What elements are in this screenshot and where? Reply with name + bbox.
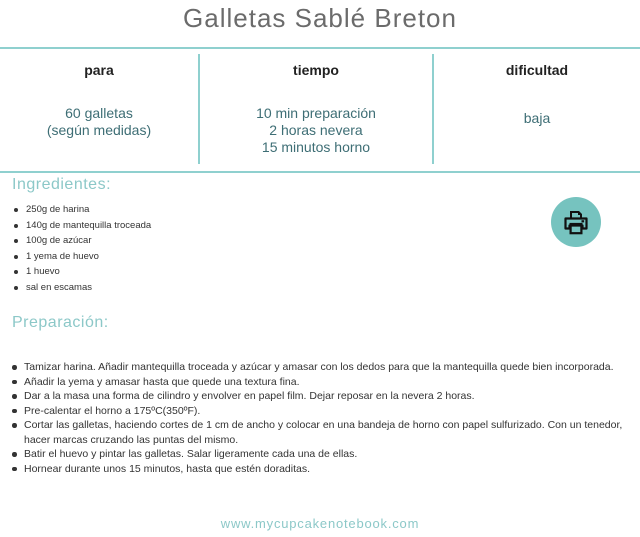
recipe-title: Galletas Sablé Breton [183, 3, 457, 33]
website-link[interactable]: www.mycupcakenotebook.com [220, 516, 420, 531]
ingredient-item: 1 huevo [12, 264, 412, 280]
ingredients-title: Ingredientes: [12, 176, 112, 193]
servings-label: para [84, 62, 114, 78]
preparation-step: Tamizar harina. Añadir mantequilla troceada y azúcar y amasar con los dedos para que la mantequilla quede bien incorporada. [12, 360, 624, 375]
servings-column [0, 49, 198, 171]
time-label: tiempo [293, 62, 339, 78]
time-column [200, 49, 432, 171]
print-button[interactable] [551, 197, 601, 247]
difficulty-label: dificultad [505, 62, 569, 78]
time-line: 10 min preparación [256, 105, 376, 121]
ingredient-item: 140g de mantequilla troceada [12, 218, 412, 234]
printer-icon [563, 209, 589, 235]
ingredient-item: 100g de azúcar [12, 233, 412, 249]
time-value [200, 105, 432, 156]
preparation-title: Preparación: [12, 314, 109, 331]
preparation-step: Dar a la masa una forma de cilindro y envolver en papel film. Dejar reposar en la nevera 2 horas. [12, 389, 624, 404]
preparation-step: Cortar las galletas, haciendo cortes de 1 cm de ancho y colocar en una bandeja de horno con papel sulfurizado. Con un tenedor, hacer marcas cruzando las puntas del mismo. [12, 418, 624, 447]
preparation-step: Batir el huevo y pintar las galletas. Salar ligeramente cada una de ellas. [12, 447, 624, 462]
servings-line: 60 galletas [65, 105, 133, 121]
preparation-step: Pre-calentar el horno a 175ºC(350ºF). [12, 404, 624, 419]
ingredient-item: 1 yema de huevo [12, 249, 412, 265]
difficulty-value [434, 110, 640, 127]
servings-line: (según medidas) [46, 122, 152, 138]
ingredient-item: sal en escamas [12, 280, 412, 296]
ingredient-item: 250g de harina [12, 202, 412, 218]
preparation-list [12, 360, 624, 476]
difficulty-line: baja [523, 110, 551, 126]
preparation-step: Hornear durante unos 15 minutos, hasta que estén doraditas. [12, 462, 624, 477]
time-line: 15 minutos horno [261, 139, 371, 155]
difficulty-column [434, 49, 640, 171]
preparation-step: Añadir la yema y amasar hasta que quede una textura fina. [12, 375, 624, 390]
time-line: 2 horas nevera [269, 122, 363, 138]
ingredients-list [12, 202, 412, 296]
servings-value [0, 105, 198, 139]
bottom-divider [0, 171, 640, 173]
